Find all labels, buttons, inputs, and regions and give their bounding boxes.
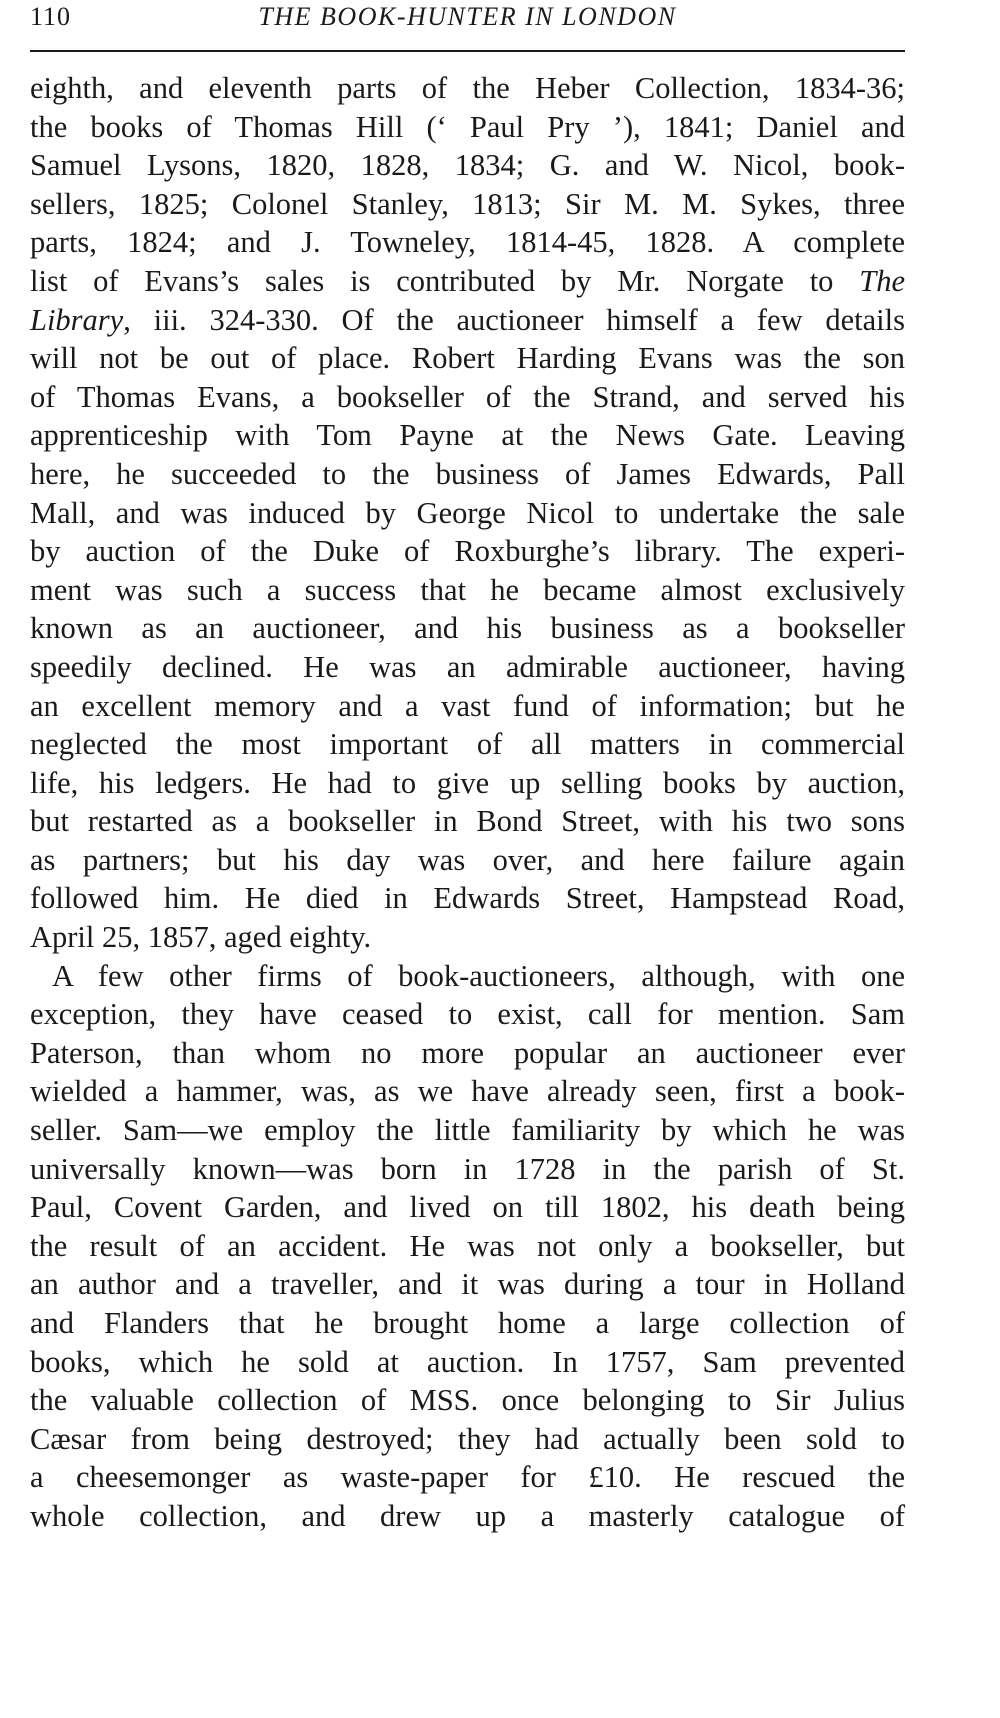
text-line: of Thomas Evans, a bookseller of the Strand, and served his — [30, 379, 905, 414]
book-page — [30, 0, 905, 1536]
text-line: Samuel Lysons, 1820, 1828, 1834; G. and W. Nicol, book- — [30, 148, 905, 183]
text-line: A few other firms of book-auctioneers, although, with one — [52, 958, 905, 993]
text-line: eighth, and eleventh parts of the Heber Collection, 1834-36; — [30, 71, 905, 105]
text-line: will not be out of place. Robert Harding Evans was the son — [30, 341, 905, 376]
text-line: Paterson, than whom no more popular an auctioneer ever — [30, 1035, 905, 1070]
page-number: 110 — [30, 2, 72, 31]
text-line: whole collection, and drew up a masterly catalogue of — [30, 1498, 905, 1533]
paragraph — [30, 957, 905, 1536]
text-line: the result of an accident. He was not only a bookseller, but — [30, 1228, 905, 1263]
text-line: and Flanders that he brought home a large collection of — [30, 1306, 905, 1340]
running-head — [30, 0, 905, 52]
text-line: universally known—was born in 1728 in the parish of St. — [30, 1151, 905, 1186]
text-line: books, which he sold at auction. In 1757, Sam prevented — [30, 1344, 905, 1379]
text-line-with-italic: list of Evans’s sales is contributed by Mr. Norgate to The — [30, 263, 905, 298]
text-line: the books of Thomas Hill (‘ Paul Pry ’), 1841; Daniel and — [30, 109, 905, 144]
text-line: April 25, 1857, aged eighty. — [30, 920, 372, 955]
text-line: seller. Sam—we employ the little familiarity by which he was — [30, 1113, 905, 1148]
text-line: the valuable collection of MSS. once belonging to Sir Julius — [30, 1383, 905, 1418]
paragraph — [30, 69, 905, 957]
text-line: exception, they have ceased to exist, call for mention. Sam — [30, 997, 905, 1032]
text-line: as partners; but his day was over, and here failure again — [30, 842, 905, 877]
text-line: Mall, and was induced by George Nicol to undertake the sale — [30, 495, 905, 530]
text-line: known as an auctioneer, and his business as a bookseller — [30, 611, 905, 646]
text-line: a cheesemonger as waste-paper for £10. He rescued the — [30, 1460, 905, 1495]
text-line: by auction of the Duke of Roxburghe’s library. The experi- — [30, 534, 905, 569]
text-line: followed him. He died in Edwards Street, Hampstead Road, — [30, 881, 905, 916]
text-line: sellers, 1825; Colonel Stanley, 1813; Sir M. M. Sykes, three — [30, 186, 905, 221]
text-line-with-italic: Library, iii. 324-330. Of the auctioneer himself a few details — [30, 302, 905, 337]
body-text — [30, 69, 905, 1536]
italic-title: The — [859, 263, 905, 298]
text-line: an excellent memory and a vast fund of information; but he — [30, 688, 905, 723]
text-line: neglected the most important of all matters in commercial — [30, 727, 905, 762]
text-line: wielded a hammer, was, as we have already seen, first a book- — [30, 1074, 905, 1109]
text-line: here, he succeeded to the business of James Edwards, Pall — [30, 456, 905, 491]
text-line: parts, 1824; and J. Towneley, 1814-45, 1828. A complete — [30, 225, 905, 260]
text-line: Paul, Covent Garden, and lived on till 1802, his death being — [30, 1190, 905, 1225]
text-line: speedily declined. He was an admirable auctioneer, having — [30, 649, 905, 684]
running-title: THE BOOK-HUNTER IN LONDON — [258, 2, 677, 31]
italic-title: Library — [30, 302, 124, 337]
text-line: Cæsar from being destroyed; they had actually been sold to — [30, 1421, 905, 1456]
text-line: apprenticeship with Tom Payne at the News Gate. Leaving — [30, 418, 905, 453]
text-line: ment was such a success that he became almost exclusively — [30, 572, 905, 607]
text-line: life, his ledgers. He had to give up selling books by auction, — [30, 765, 905, 800]
text-line: but restarted as a bookseller in Bond Street, with his two sons — [30, 804, 905, 839]
text-line: an author and a traveller, and it was during a tour in Holland — [30, 1267, 905, 1302]
